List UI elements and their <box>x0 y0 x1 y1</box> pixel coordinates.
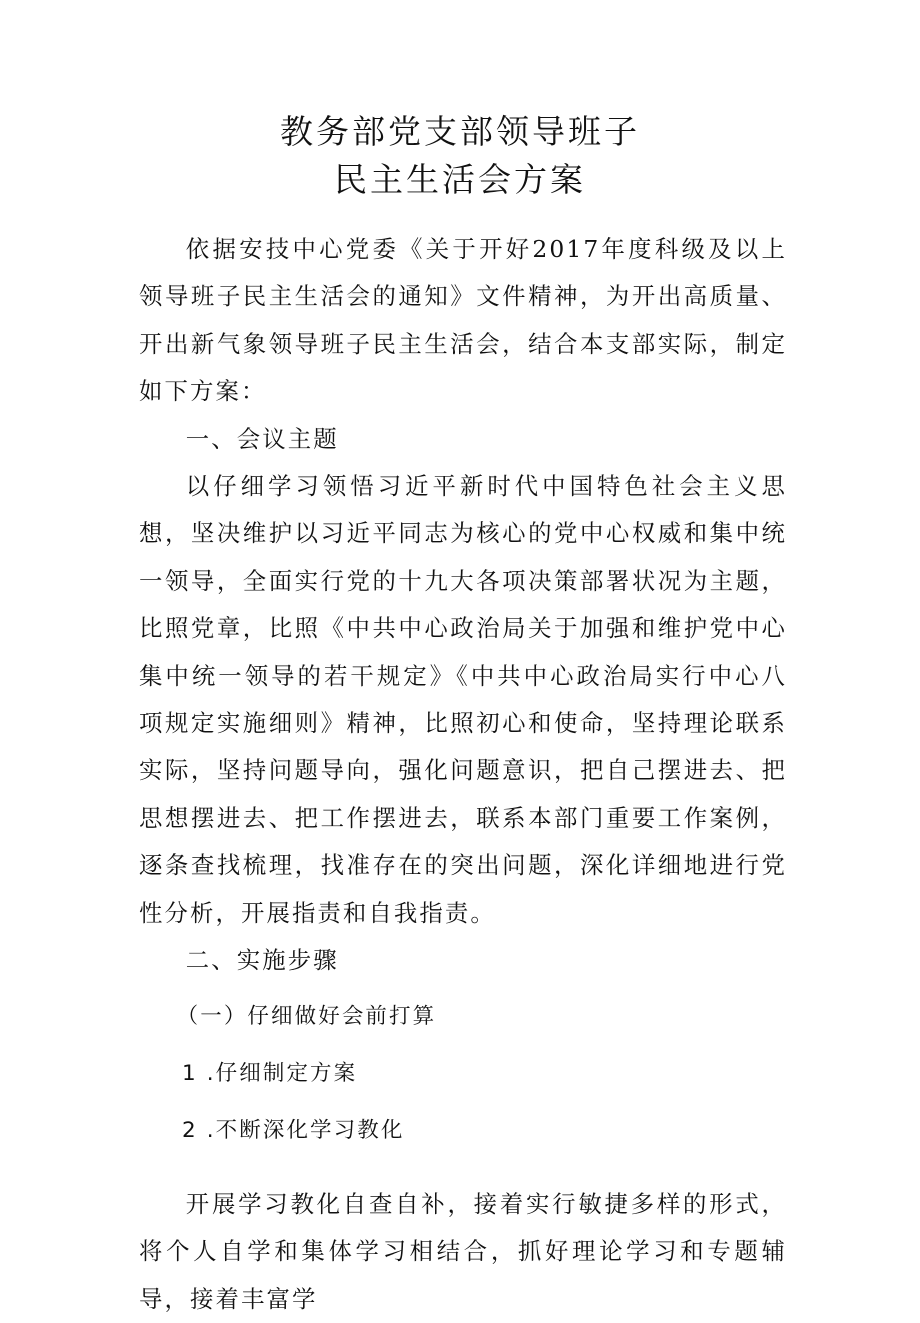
document-body <box>139 226 787 1323</box>
subsection1-heading: （一）仔细做好会前打算 <box>176 1003 437 1029</box>
item2-heading: 2 .不断深化学习教化 <box>182 1118 405 1144</box>
section1-heading: 一、会议主题 <box>185 424 339 453</box>
document-title-line1: 教务部党支部领导班子 <box>280 112 640 151</box>
intro-paragraph: 依据安技中心党委《关于开好2017年度科级及以上领导班子民主生活会的通知》文件精神，为开出高质量、开出新气象领导班子民主生活会，结合本支部实际，制定如下方案： <box>139 235 787 406</box>
section2-heading: 二、实施步骤 <box>185 946 339 975</box>
item1-heading: 1 .仔细制定方案 <box>182 1060 358 1086</box>
item2-paragraph: 开展学习教化自查自补，接着实行敏捷多样的形式，将个人自学和集体学习相结合，抓好理论学习和专题辅导，接着丰富学 <box>139 1189 787 1313</box>
document-title-line2: 民主生活会方案 <box>334 160 586 199</box>
section1-paragraph: 以仔细学习领悟习近平新时代中国特色社会主义思想，坚决维护以习近平同志为核心的党中心权威和集中统一领导，全面实行党的十九大各项决策部署状况为主题，比照党章，比照《中共中心政治局关于加强和维护党中心集中统一领导的若干规定》《中共中心政治局实行中心八项规定实施细则》精神，比照初心和使命，坚持理论联系实际，坚持问题导向，强化问题意识，把自己摆进去、把思想摆进去、把工作摆进去，联系本部门重要工作案例，逐条查找梳理，找准存在的突出问题，深化详细地进行党性分析，开展指责和自我指责。 <box>139 472 787 927</box>
